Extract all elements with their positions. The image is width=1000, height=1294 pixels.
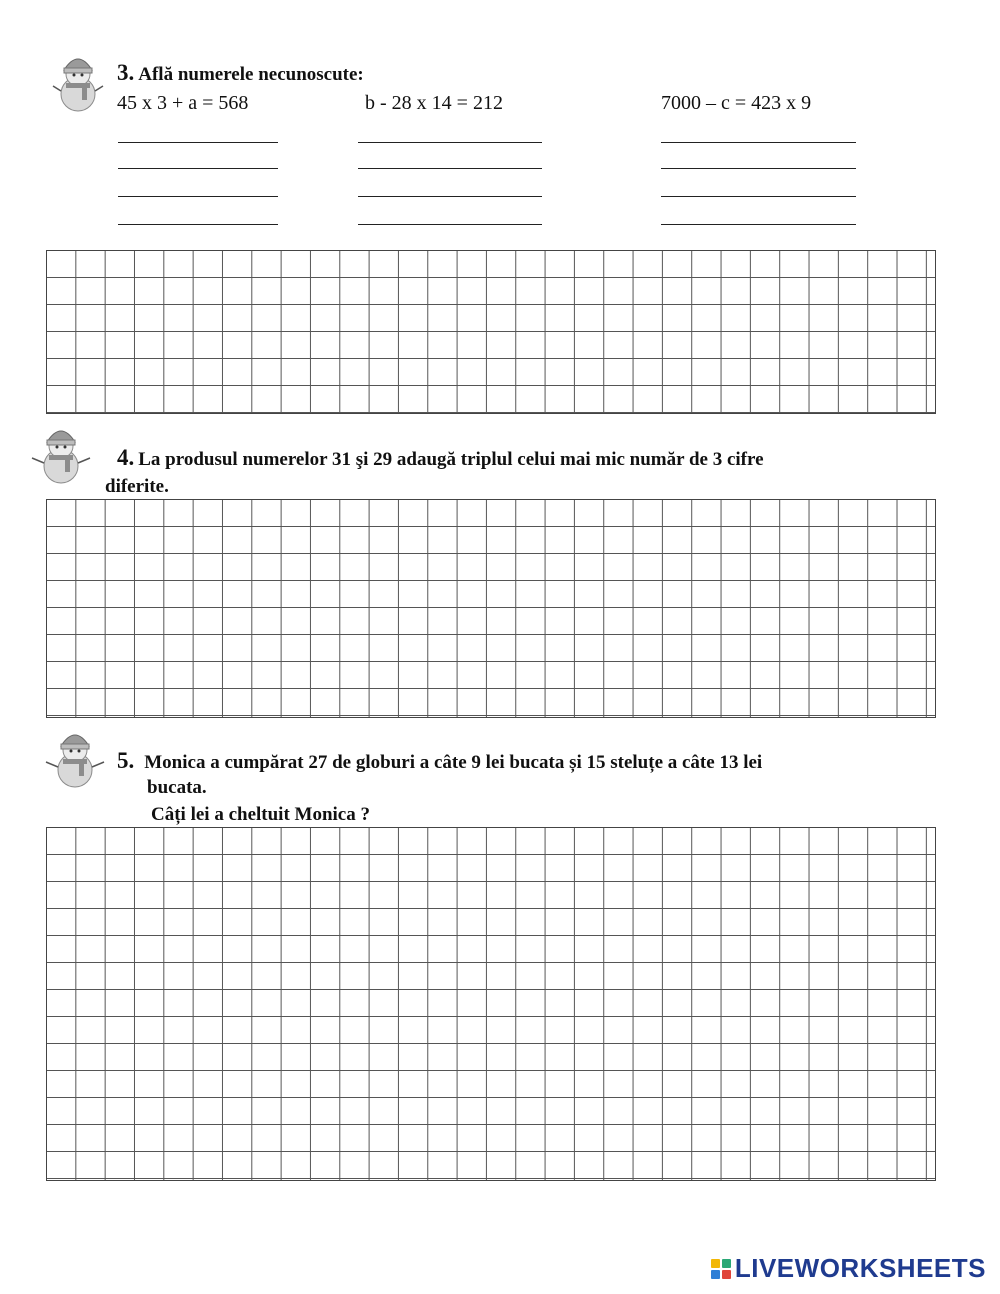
equation: b - 28 x 14 = 212: [365, 92, 503, 114]
logo-icon: [711, 1259, 731, 1279]
exercise-4-line1: [117, 445, 764, 471]
answer-line[interactable]: [118, 142, 278, 143]
work-grid-5[interactable]: [46, 827, 936, 1181]
answer-line[interactable]: [661, 168, 856, 169]
answer-line[interactable]: [661, 142, 856, 143]
answer-line[interactable]: [118, 224, 278, 225]
work-grid-4[interactable]: [46, 499, 936, 718]
exercise-5-line1: [117, 748, 762, 774]
logo-text: LIVEWORKSHEETS: [734, 1253, 986, 1283]
exercise-3-heading: [117, 60, 364, 86]
answer-line[interactable]: [358, 168, 542, 169]
answer-line[interactable]: [118, 196, 278, 197]
exercise-number: 4.: [117, 445, 135, 470]
exercise-5-line2: bucata.: [147, 777, 207, 798]
exercise-number: 5.: [117, 748, 135, 773]
exercise-text: La produsul numerelor 31 şi 29 adaugă triplul celui mai mic număr de 3 cifre: [138, 449, 764, 470]
answer-line[interactable]: [358, 142, 542, 143]
exercise-number: 3.: [117, 60, 135, 85]
exercise-text: Monica a cumpărat 27 de globuri a câte 9 lei bucata și 15 steluțe a câte 13 lei: [144, 752, 763, 773]
snowman-icon: [52, 46, 104, 114]
equation: 45 x 3 + a = 568: [117, 92, 249, 114]
exercise-title: Află numerele necunoscute:: [138, 64, 364, 85]
answer-line[interactable]: [661, 196, 856, 197]
exercise-5-question: Câți lei a cheltuit Monica ?: [151, 804, 370, 825]
equation: 7000 – c = 423 x 9: [661, 92, 812, 114]
answer-line[interactable]: [358, 196, 542, 197]
liveworksheets-logo: [711, 1253, 986, 1284]
answer-line[interactable]: [358, 224, 542, 225]
exercise-4-line2: diferite.: [105, 476, 169, 497]
answer-line[interactable]: [118, 168, 278, 169]
snowman-icon: [30, 418, 92, 486]
work-grid-3[interactable]: [46, 250, 936, 414]
answer-line[interactable]: [661, 224, 856, 225]
snowman-icon: [44, 722, 106, 790]
